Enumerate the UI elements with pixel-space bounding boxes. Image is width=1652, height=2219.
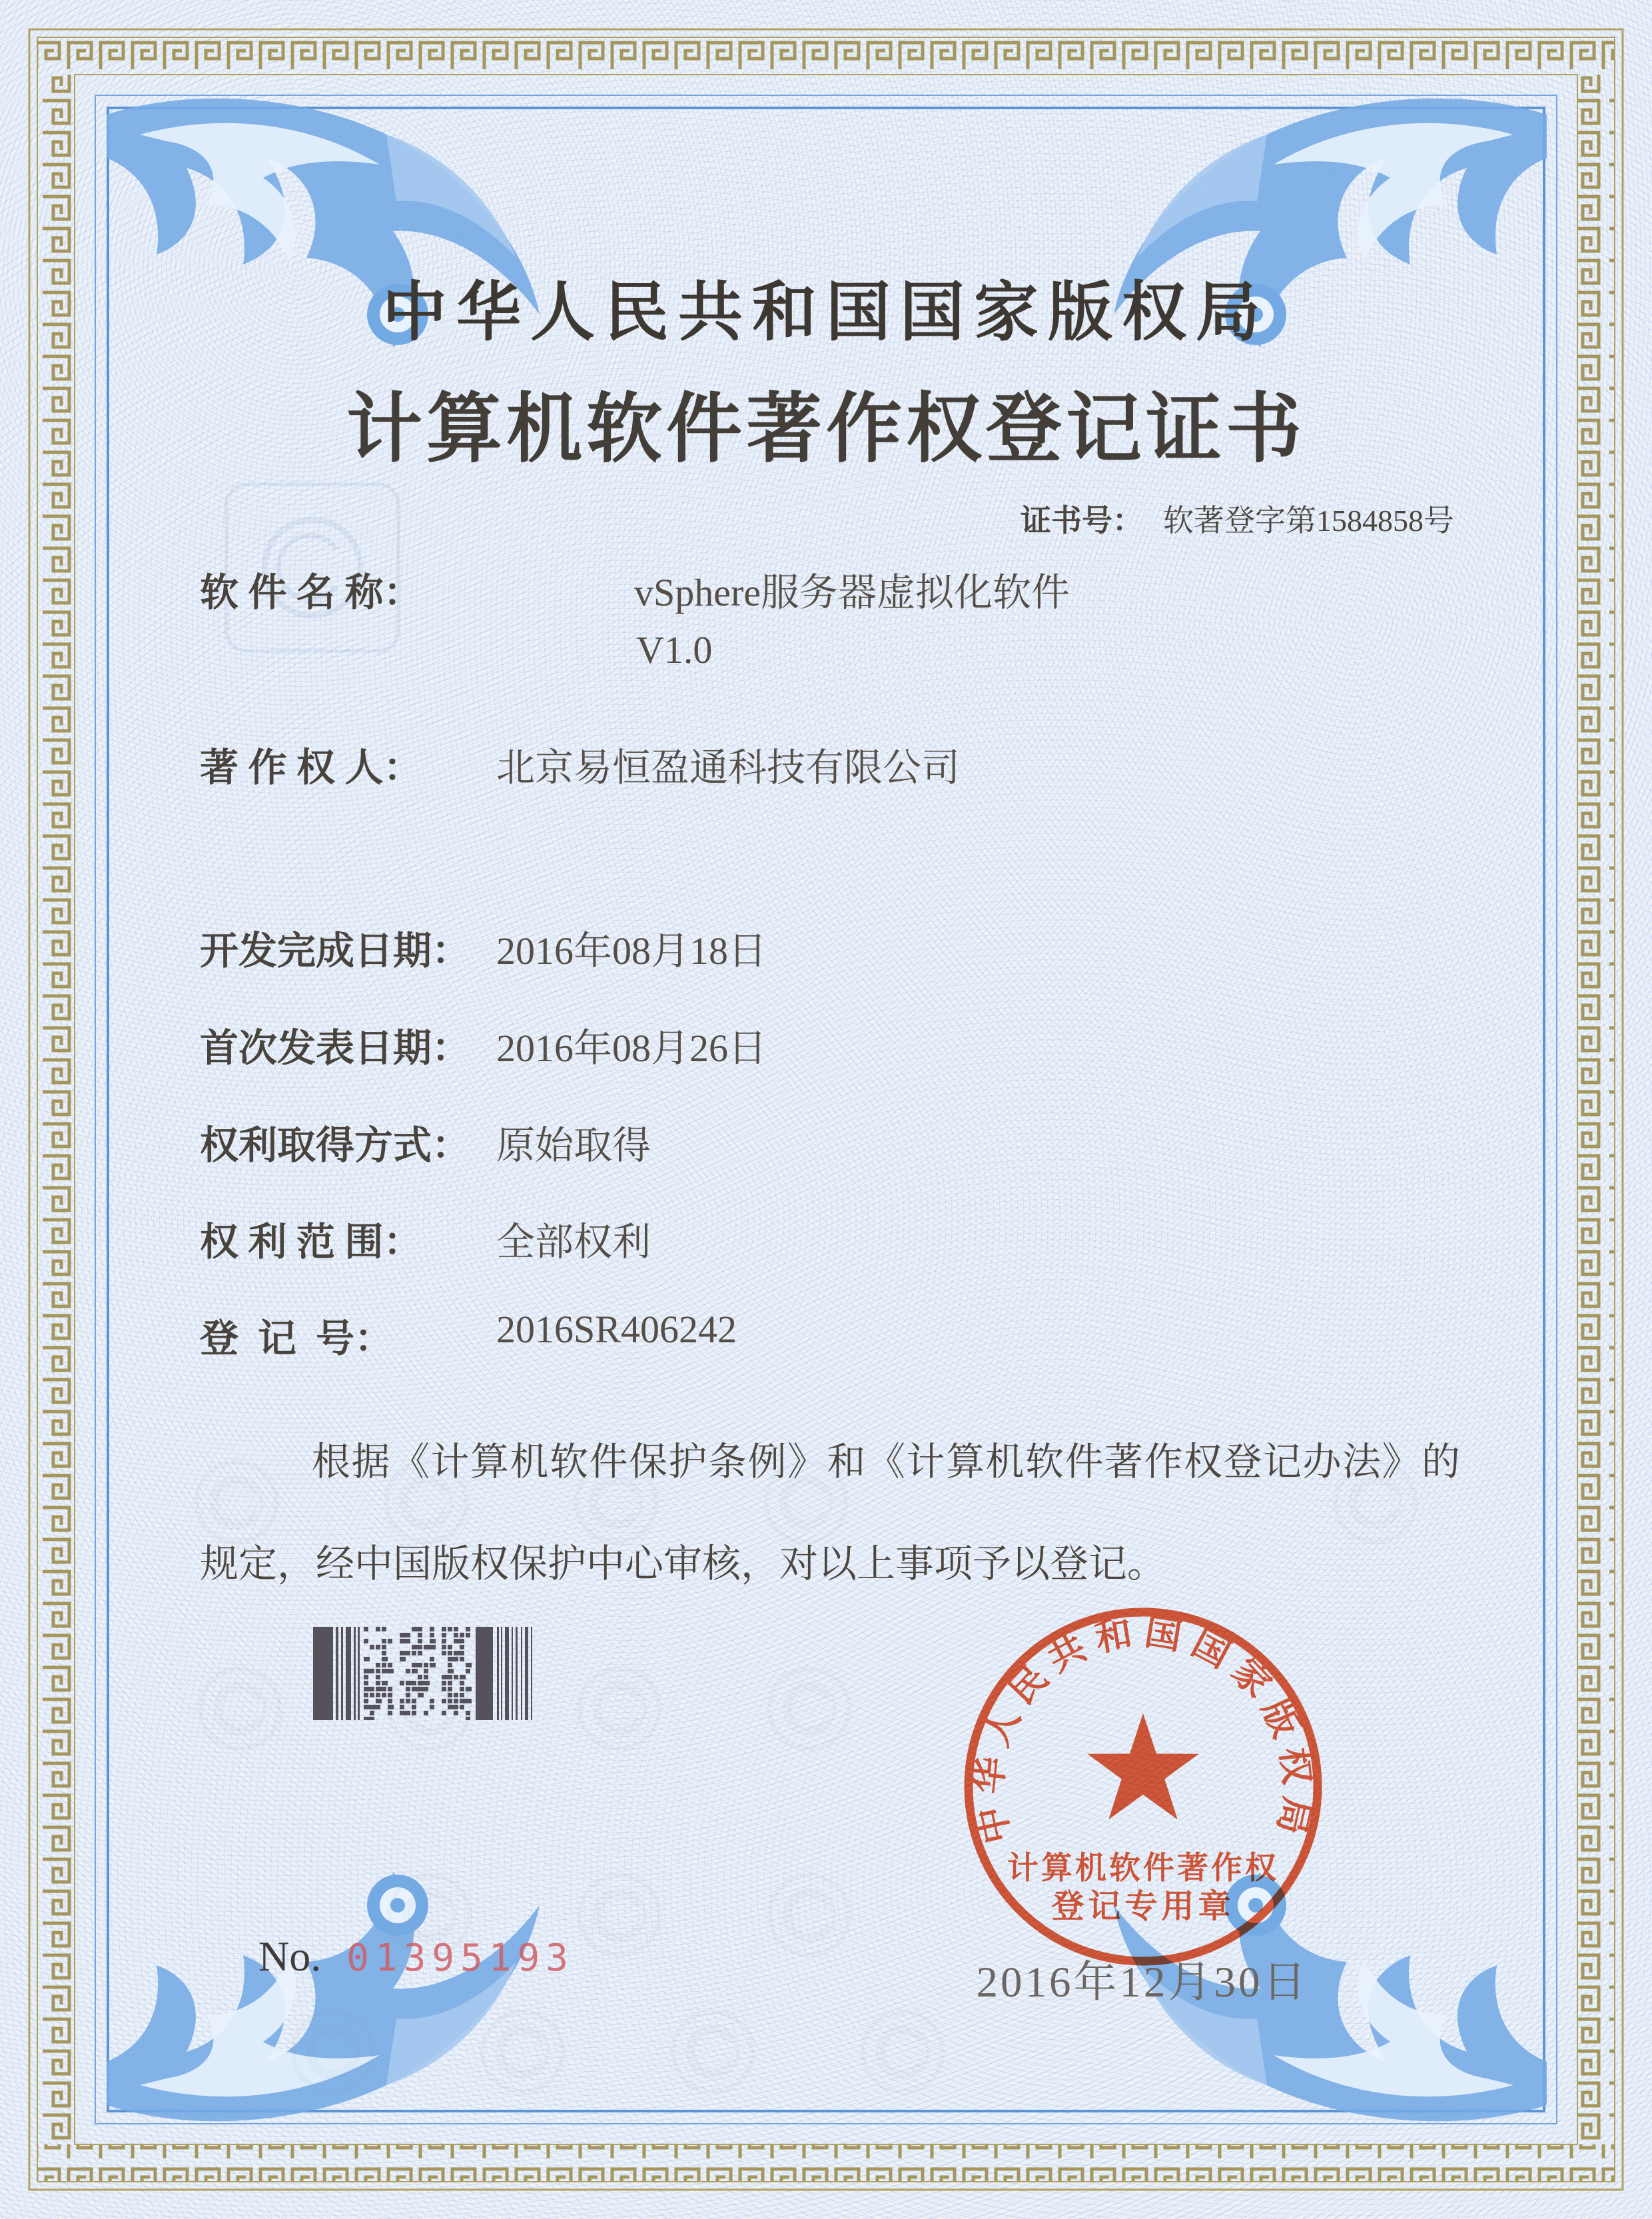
field-label: 软 件 名 称： — [200, 571, 422, 614]
field-label: 权 利 范 围： — [200, 1220, 422, 1264]
registration-statement: 根据《计算机软件保护条例》和《计算机软件著作权登记办法》的规定，经中国版权保护中心审核，对以上事项予以登记。 — [200, 1440, 1460, 1585]
field-value: 2016年08月18日 — [496, 929, 767, 973]
registration-seal — [957, 1600, 1330, 1973]
certificate-number — [1021, 496, 1454, 540]
seal-inner-line1: 计算机软件著作权 — [1007, 1851, 1279, 1886]
field-value: 北京易恒盈通科技有限公司 — [496, 746, 961, 789]
software-version: V1.0 — [636, 628, 713, 671]
field-rights-acquisition — [200, 1114, 651, 1170]
seal-inner-line2: 登记专用章 — [1051, 1888, 1235, 1925]
field-label: 著 作 权 人： — [200, 746, 422, 789]
certificate-number-label: 证书号： — [1021, 504, 1143, 538]
serial-digits: 01395193 — [346, 1937, 574, 1980]
certificate-title: 计算机软件著作权登记证书 — [346, 387, 1306, 472]
seal-ring-text: 中华人民共和国国家版权局 — [967, 1611, 1319, 1848]
seal-date: 2016年12月30日 — [976, 1959, 1309, 2006]
serial-number — [258, 1932, 574, 1981]
authority-title: 中华人民共和国国家版权局 — [382, 277, 1270, 348]
field-value: 全部权利 — [496, 1220, 651, 1264]
field-value: 2016SR406242 — [496, 1308, 737, 1351]
serial-prefix: No. — [258, 1933, 322, 1980]
field-dev-complete-date — [200, 919, 767, 975]
field-label: 登 记 号： — [200, 1317, 394, 1360]
field-label: 首次发表日期： — [200, 1027, 471, 1070]
field-label: 开发完成日期： — [200, 929, 471, 973]
field-value: 2016年08月26日 — [496, 1027, 767, 1070]
field-value: vSphere服务器虚拟化软件 — [634, 571, 1070, 614]
field-first-publish-date — [200, 1017, 767, 1073]
seal-star — [1087, 1713, 1198, 1819]
field-software-name — [200, 561, 1070, 617]
field-value: 原始取得 — [496, 1124, 651, 1167]
barcode — [313, 1627, 544, 1720]
flourish-bottom-left — [107, 1872, 540, 2121]
field-rights-scope — [200, 1210, 651, 1266]
outer-gold-line — [29, 29, 1623, 2190]
certificate-number-value: 软著登字第1584858号 — [1163, 504, 1454, 538]
field-label: 权利取得方式： — [200, 1124, 471, 1167]
field-registration-number — [200, 1307, 737, 1363]
field-copyright-owner — [200, 736, 960, 792]
